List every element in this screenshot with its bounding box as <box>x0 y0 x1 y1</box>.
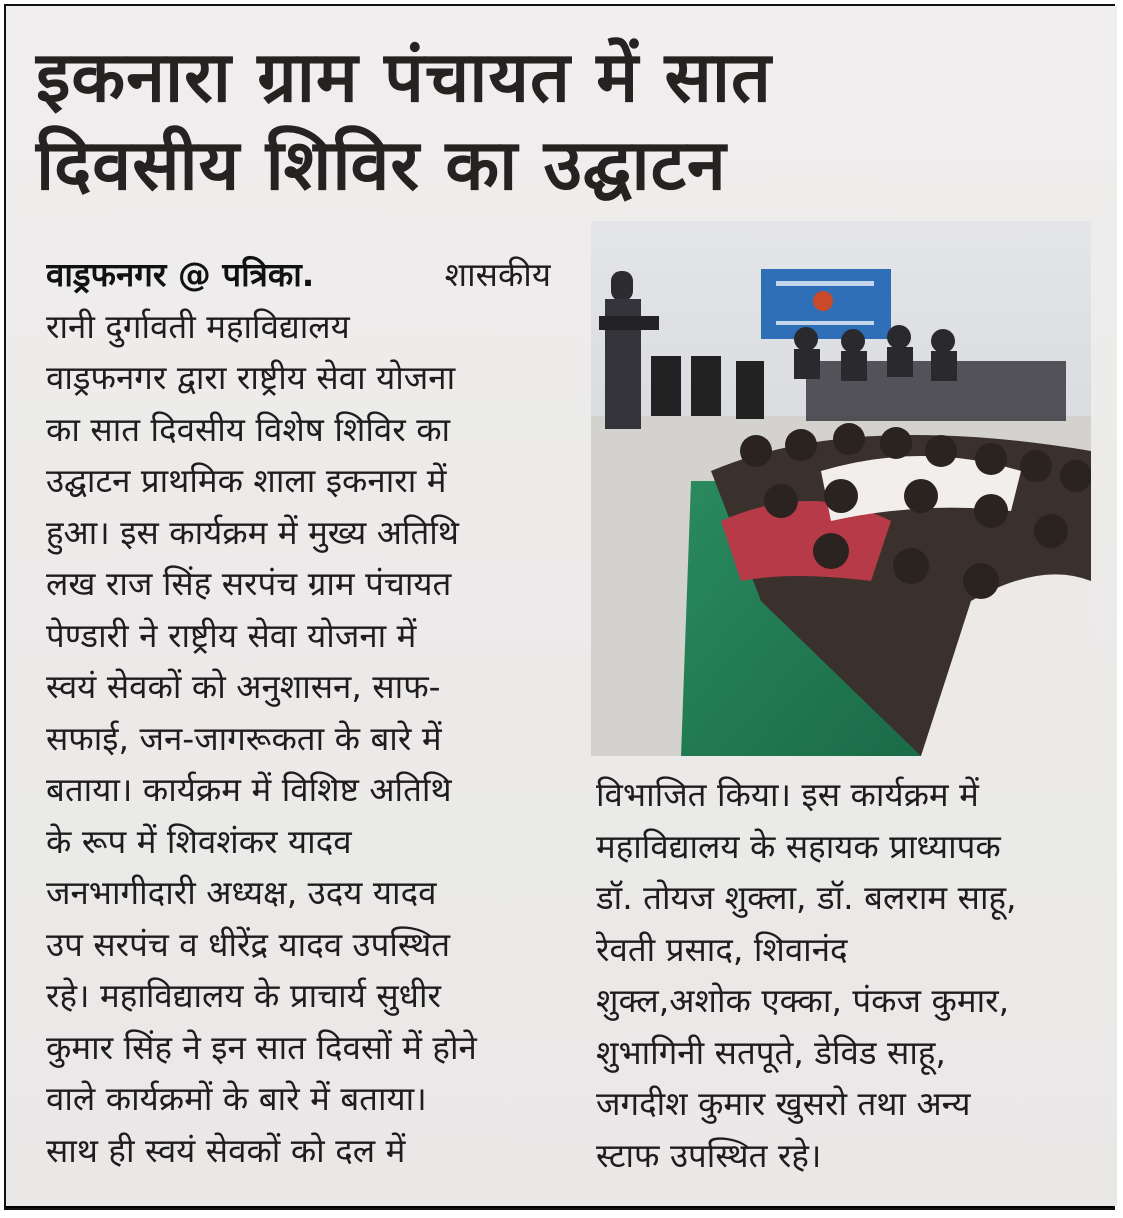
article-left-column <box>46 249 551 1176</box>
article-line: स्वयं सेवकों को अनुशासन, साफ- <box>46 667 441 706</box>
article-line: वाले कार्यक्रमों के बारे में बताया। <box>46 1079 427 1118</box>
article-line: रहे। महाविद्यालय के प्राचार्य सुधीर <box>46 976 441 1015</box>
article-line: शुक्ल,अशोक एक्का, पंकज कुमार, <box>596 981 1010 1020</box>
article-line: जगदीश कुमार खुसरो तथा अन्य <box>596 1084 971 1123</box>
speaker-head <box>611 271 633 301</box>
article-line: उद्घाटन प्राथमिक शाला इकनारा में <box>46 461 447 500</box>
article-line: के रूप में शिवशंकर यादव <box>46 821 352 861</box>
headline-line-2: दिवसीय शिविर का उद्घाटन <box>36 124 727 206</box>
article-line: डॉ. तोयज शुक्ला, डॉ. बलराम साहू, <box>596 878 1017 917</box>
article-line <box>46 249 551 301</box>
article-line: उप सरपंच व धीरेंद्र यादव उपस्थित <box>46 924 450 964</box>
dateline: वाड्रफनगर @ पत्रिका. <box>46 255 315 294</box>
article-line: हुआ। इस कार्यक्रम में मुख्य अतिथि <box>46 512 459 552</box>
article-line: शुभागिनी सतपूते, डेविड साहू, <box>596 1032 946 1072</box>
article-right-column <box>596 769 1106 1181</box>
article-line: वाड्रफनगर द्वारा राष्ट्रीय सेवा योजना <box>46 358 456 397</box>
article-line: जनभागीदारी अध्यक्ष, उदय यादव <box>46 873 437 912</box>
article-line: कुमार सिंह ने इन सात दिवसों में होने <box>46 1027 477 1067</box>
article-line: बताया। कार्यक्रम में विशिष्ट अतिथि <box>46 770 452 809</box>
article-line: विभाजित किया। इस कार्यक्रम में <box>596 775 979 814</box>
article-line: पेण्डारी ने राष्ट्रीय सेवा योजना में <box>46 615 417 655</box>
article-text: शासकीय <box>444 255 551 294</box>
article-line: का सात दिवसीय विशेष शिविर का <box>46 409 451 449</box>
banner-emblem <box>813 291 833 311</box>
podium <box>599 316 659 330</box>
headline-line-1: इकनारा ग्राम पंचायत में सात <box>36 36 772 118</box>
newspaper-clipping <box>6 6 1117 1206</box>
article-line: साथ ही स्वयं सेवकों को दल में <box>46 1130 406 1170</box>
banner-text-stripe <box>776 321 874 325</box>
article-line: रेवती प्रसाद, शिवानंद <box>596 929 848 969</box>
article-line: स्टाफ उपस्थित रहे। <box>596 1135 822 1175</box>
event-photo <box>591 221 1091 756</box>
banner-text-stripe <box>776 281 874 286</box>
article-line: रानी दुर्गावती महाविद्यालय <box>46 306 350 346</box>
chairs-row <box>651 356 764 419</box>
article-line: सफाई, जन-जागरूकता के बारे में <box>46 718 442 758</box>
article-line: महाविद्यालय के सहायक प्राध्यापक <box>596 826 1001 866</box>
article-line: लख राज सिंह सरपंच ग्राम पंचायत <box>46 564 452 603</box>
photo-illustration <box>591 221 1091 756</box>
